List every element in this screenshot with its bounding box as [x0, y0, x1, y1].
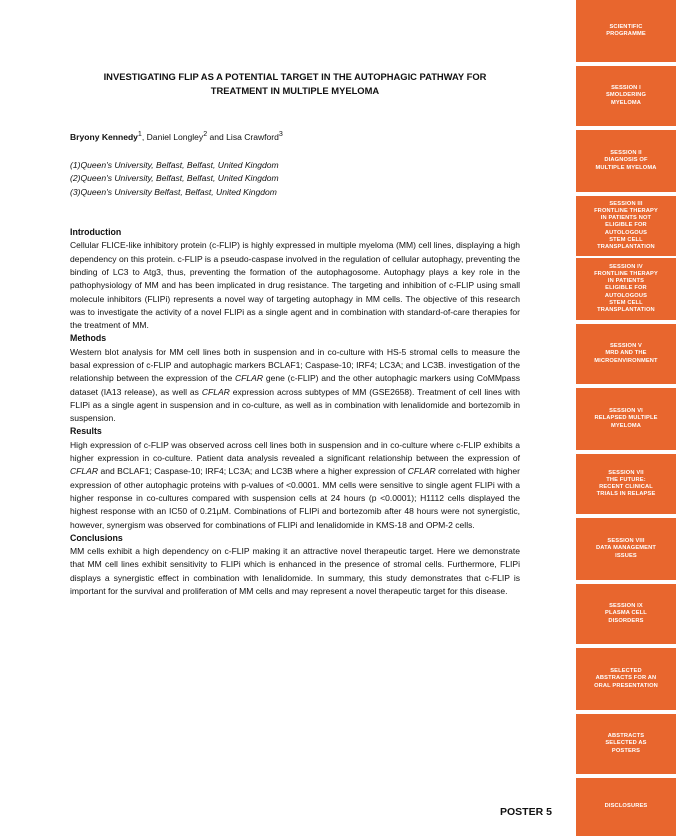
results-gene-1: CFLAR: [70, 466, 99, 477]
methods-gene-1: CFLAR: [235, 373, 264, 384]
abstract-title: INVESTIGATING FLIP AS A POTENTIAL TARGET IN THE AUTOPHAGIC PATHWAY FOR TREATMENT IN MULTIPLE MYELOMA: [103, 71, 487, 96]
affiliations: [70, 159, 520, 199]
author-sup-1: 1: [137, 130, 142, 138]
third-author: and Lisa Crawford: [207, 131, 279, 142]
sidebar-tab-disclosures[interactable]: DISCLOSURES: [576, 778, 676, 836]
methods-text: [70, 346, 520, 426]
affiliation-3: (3)Queen's University Belfast, Belfast, United Kingdom: [70, 186, 277, 197]
introduction-text: Cellular FLICE-like inhibitory protein (c-FLIP) is highly expressed in multiple myeloma (MM) cell lines, displaying a high dependency on this protein. c-FLIP is a pseudo-caspase involved in the regulation of cellular autophagy, preventing the binding of LC3 to Atg3, thus, preventing the formation of the autophagosome. Autophagy plays a key role in the pathophysiology of MM and has been implicated in drug resistance. The targeting and inhibition of c-FLIP using small molecule inhibitors (FLIPi) represents a novel way of targeting autophagy in MM cells. The objective of this research was to investigate the activity of a novel FLIPi as a single agent and in combination with standard-of-care therapies for the treatment of MM.: [70, 240, 520, 331]
results-part-3: correlated with higher expression of other autophagic proteins with p-values of <0.0001. MM cells were sensitive to single agent FLIPi with a higher response in co-cultures compared with suspension cells at 24 hours (p <0.0001); H1112 cells displayed the highest response with an IC50 of 0.21µM. Combinations of FLIPi and bortezomib after 48 hours were not synergistic, however, synergism was observed for combinations of FLIPi and lenalidomide in KMS-18 and OPM-2 cells.: [70, 466, 520, 530]
sidebar-tab-oral-presentations[interactable]: SELECTED ABSTRACTS FOR AN ORAL PRESENTATION: [576, 648, 676, 710]
author-sup-2: 2: [203, 130, 208, 138]
results-text: [70, 439, 520, 532]
methods-part-3: expression across subtypes of MM (GSE2658). Treatment of cell lines with FLIPi as a single agent in suspension and in co-culture, as well as in combination with lenalidomide and bortezomib in suspension.: [70, 386, 520, 424]
sidebar-tab-session-8[interactable]: SESSION VIII DATA MANAGEMENT ISSUES: [576, 518, 676, 580]
affiliation-2: (2)Queen's University, Belfast, Belfast, United Kingdom: [70, 173, 279, 184]
poster-number: POSTER 5: [500, 806, 552, 818]
session-sidebar: [576, 0, 676, 836]
results-part-1: High expression of c-FLIP was observed across cell lines both in suspension and in co-culture where c-FLIP exhibits a higher expression in co-culture. Patient data analysis revealed a significant relationship between the expression of: [70, 439, 520, 464]
sidebar-tab-session-4[interactable]: SESSION IV FRONTLINE THERAPY IN PATIENTS ELIGIBLE FOR AUTOLOGOUS STEM CELL TRANSPLANTATION: [576, 258, 676, 320]
results-gene-2: CFLAR: [407, 466, 436, 477]
methods-gene-2: CFLAR: [201, 386, 230, 397]
conclusions-text: MM cells exhibit a high dependency on c-FLIP making it an attractive novel therapeutic target. Here we demonstrate that MM cell lines exhibit sensitivity to FLIPi which is enhanced in the presence of stromal cells. Furthermore, FLIPi displays a synergistic effect in combination with lenalidomide. In summary, this study demonstrates that c-FLIP is important for the survival and proliferation of MM cells and may represent a novel therapeutic target for this disease.: [70, 546, 520, 597]
sidebar-tab-session-7[interactable]: SESSION VII THE FUTURE: RECENT CLINICAL TRIALS IN RELAPSE: [576, 454, 676, 514]
methods-part-1: Western blot analysis for MM cell lines both in suspension and in co-culture with HS-5 stromal cells to measure the basal expression of c-FLIP and autophagic markers BCLAF1; Caspase-10; IRF4; LC3A; and LC3B. investigation of the relationship between the expression of the: [70, 346, 520, 384]
sidebar-tab-session-1[interactable]: SESSION I SMOLDERING MYELOMA: [576, 66, 676, 126]
sidebar-tab-scientific-programme[interactable]: SCIENTIFIC PROGRAMME: [576, 0, 676, 62]
second-author: , Daniel Longley: [141, 131, 204, 142]
sidebar-tab-session-9[interactable]: SESSION IX PLASMA CELL DISORDERS: [576, 584, 676, 644]
introduction-heading: Introduction: [70, 227, 122, 238]
sidebar-tab-session-6[interactable]: SESSION VI RELAPSED MULTIPLE MYELOMA: [576, 388, 676, 450]
conclusions-heading: Conclusions: [70, 532, 123, 543]
author-sup-3: 3: [278, 130, 283, 138]
results-part-2: and BCLAF1; Caspase-10; IRF4; LC3A; and LC3B where a higher expression of: [98, 466, 408, 477]
sidebar-tab-session-2[interactable]: SESSION II DIAGNOSIS OF MULTIPLE MYELOMA: [576, 130, 676, 192]
author-line: [70, 128, 520, 144]
first-author: Bryony Kennedy: [70, 131, 138, 142]
results-heading: Results: [70, 426, 102, 437]
sidebar-tab-session-5[interactable]: SESSION V MRD AND THE MICROENVIRONMENT: [576, 324, 676, 384]
methods-heading: Methods: [70, 333, 107, 344]
sidebar-tab-session-3[interactable]: SESSION III FRONTLINE THERAPY IN PATIENTS NOT ELIGIBLE FOR AUTOLOGOUS STEM CELL TRANSPLANTATION: [576, 196, 676, 256]
sidebar-tab-posters[interactable]: ABSTRACTS SELECTED AS POSTERS: [576, 714, 676, 774]
abstract-main: [70, 70, 520, 598]
affiliation-1: (1)Queen's University, Belfast, Belfast, United Kingdom: [70, 160, 279, 171]
methods-part-2: gene (c-FLIP) and the other autophagic markers using CoMMpass dataset (IA13 release), as well as: [70, 373, 520, 397]
